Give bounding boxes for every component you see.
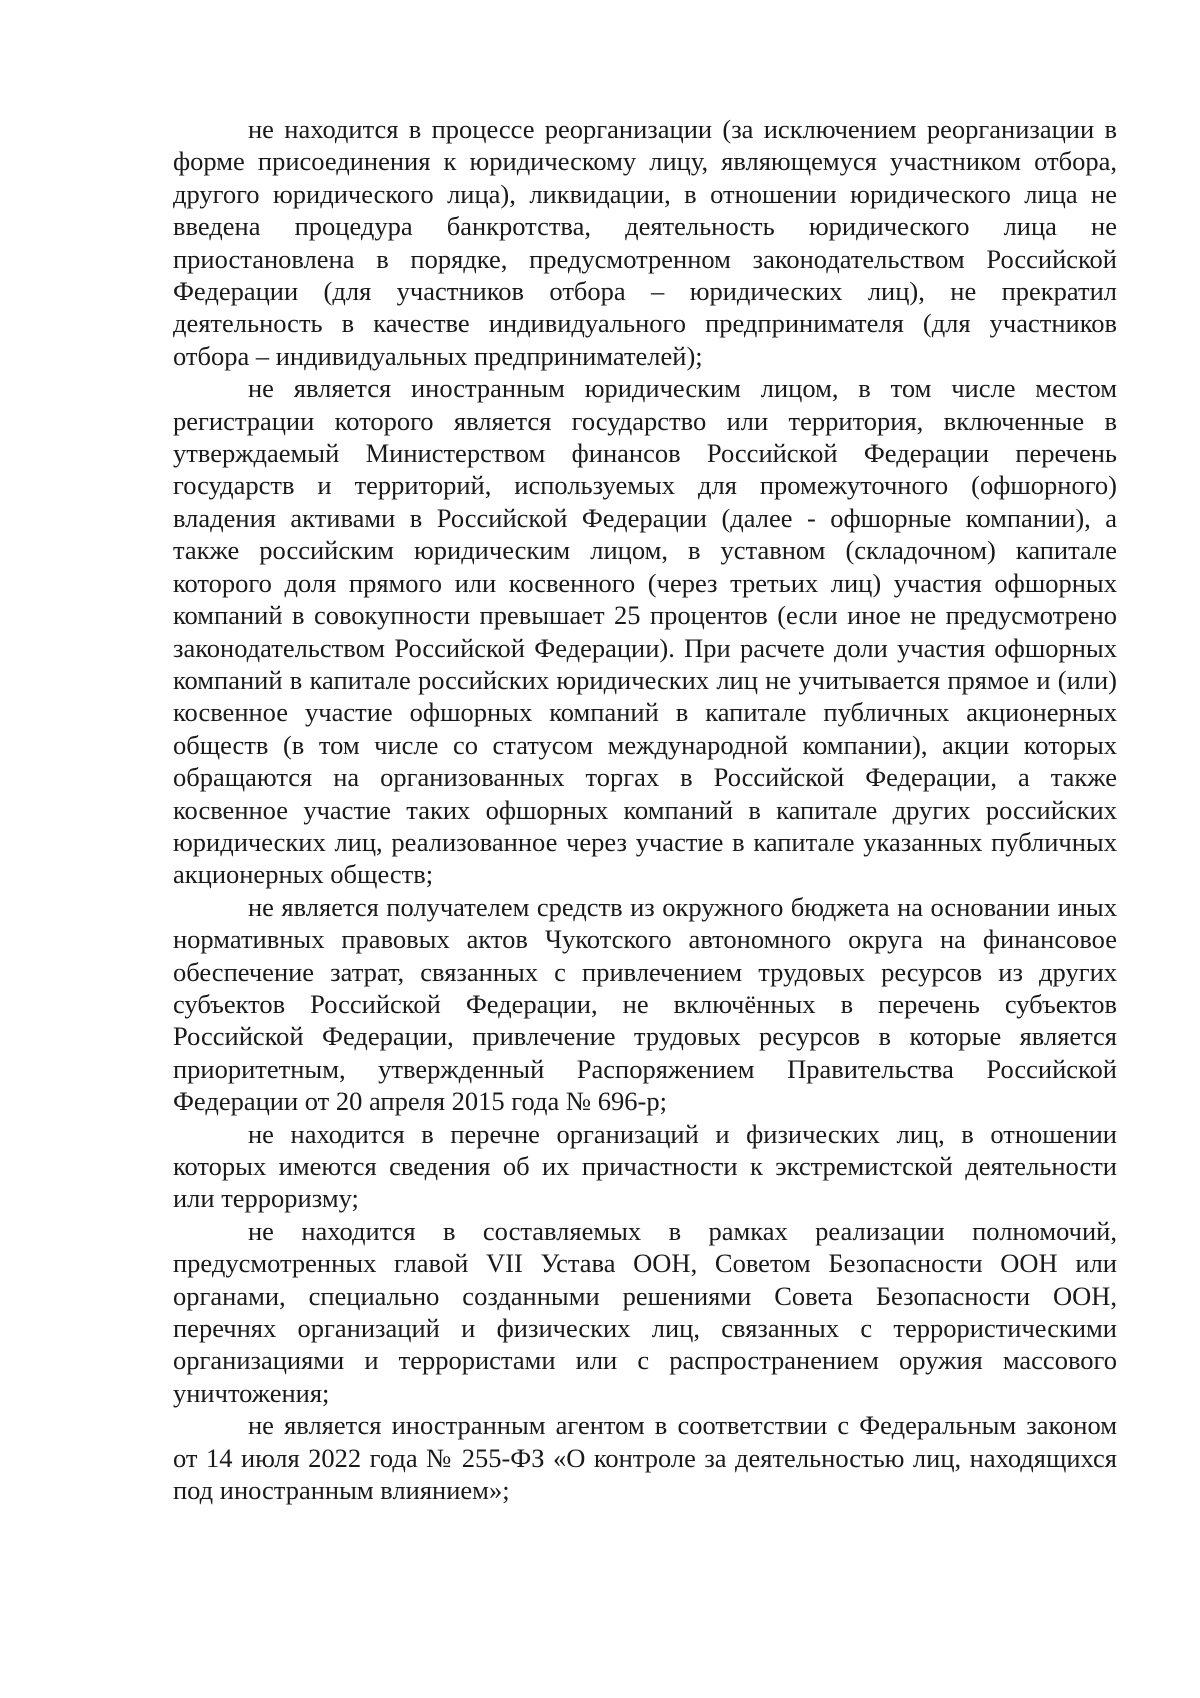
document-body	[173, 113, 1117, 1506]
paragraph-foreign-agent: не является иностранным агентом в соответствии с Федеральным законом от 14 июля 2022 года № 255-ФЗ «О контроле за деятельностью лиц, находящихся под иностранным влиянием»;	[173, 1410, 1117, 1506]
paragraph-reorganization: не находится в процессе реорганизации (за исключением реорганизации в форме присоединения к юридическому лицу, являющемуся участником отбора, другого юридического лица), ликвидации, в отношении юридического лица не введена процедура банкротства, деятельность юридического лица не приостановлена в порядке, предусмотренном законодательством Российской Федерации (для участников отбора – юридических лиц), не прекратил деятельность в качестве индивидуального предпринимателя (для участников отбора – индивидуальных предпринимателей);	[173, 114, 1117, 371]
paragraph-un-security-council: не находится в составляемых в рамках реализации полномочий, предусмотренных главой VII Устава ООН, Советом Безопасности ООН или органами, специально созданными решениями Совета Безопасности ООН, перечнях организаций и физических лиц, связанных с террористическими организациями и террористами или с распространением оружия массового уничтожения;	[173, 1215, 1117, 1408]
paragraph-offshore: не является иностранным юридическим лицом, в том числе местом регистрации которого является государство или территория, включенные в утверждаемый Министерством финансов Российской Федерации перечень государств и территорий, используемых для промежуточного (офшорного) владения активами в Российской Федерации (далее - офшорные компании), а также российским юридическим лицом, в уставном (складочном) капитале которого доля прямого или косвенного (через третьих лиц) участия офшорных компаний в совокупности превышает 25 процентов (если иное не предусмотрено законодательством Российской Федерации). При расчете доли участия офшорных компаний в капитале российских юридических лиц не учитывается прямое и (или) косвенное участие офшорных компаний в капитале публичных акционерных обществ (в том числе со статусом международной компании), акции которых обращаются на организованных торгах в Российской Федерации, а также косвенное участие таких офшорных компаний в капитале других российских юридических лиц, реализованное через участие в капитале указанных публичных акционерных обществ;	[173, 373, 1117, 890]
paragraph-budget-funds: не является получателем средств из окружного бюджета на основании иных нормативных правовых актов Чукотского автономного округа на финансовое обеспечение затрат, связанных с привлечением трудовых ресурсов из других субъектов Российской Федерации, не включённых в перечень субъектов Российской Федерации, привлечение трудовых ресурсов в которые является приоритетным, утвержденный Распоряжением Правительства Российской Федерации от 20 апреля 2015 года № 696-р;	[173, 891, 1117, 1117]
paragraph-extremism-list: не находится в перечне организаций и физических лиц, в отношении которых имеются сведения об их причастности к экстремистской деятельности или терроризму;	[173, 1118, 1117, 1214]
